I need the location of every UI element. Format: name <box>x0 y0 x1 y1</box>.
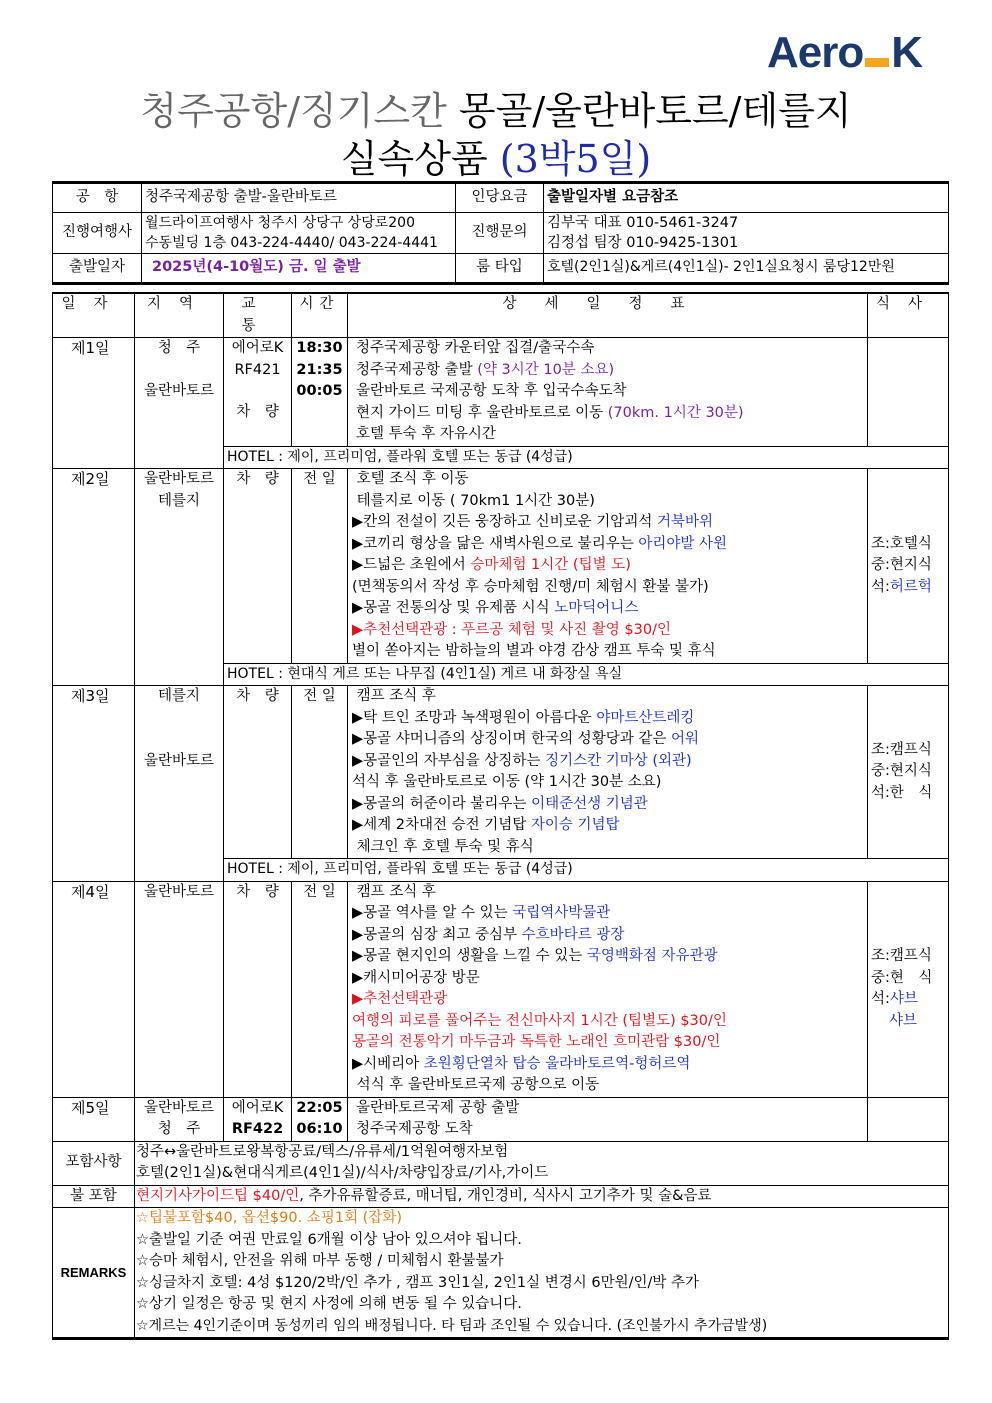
header-transport: 교통 <box>224 293 292 338</box>
header-region: 지역 <box>135 293 224 338</box>
day4-row <box>53 881 949 1097</box>
price-label: 인당요금 <box>456 183 544 213</box>
inquiry-value: 김부국 대표 010-5461-3247 김정섭 팀장 010-9425-1301 <box>544 213 949 254</box>
day3-time: 전 일 <box>292 686 348 859</box>
date-value: 2025년(4-10월도) 금. 일 출발 <box>142 254 456 284</box>
title-line-1: 청주공항/징기스칸 몽골/울란바토르/테를지 <box>140 89 852 133</box>
day3-detail: 캠프 조식 후 ▶탁 트인 조망과 녹색평원이 아름다운 야마트산트레킹 ▶몽골 샤머니즘의 상징이며 한국의 성황당과 같은 어워 ▶몽골인의 자부심을 상징하는 징기스칸 기마상 (외관) 석식 후 울란바토르로 이동 (약 1시간 30분 소요) ▶몽골의 허준이라 불리우는 이태준선생 기념관 ▶세계 2차대전 승전 기념탑 자이승 기념탑 체크인 후 호텔 투숙 및 휴식 <box>348 686 868 859</box>
included-value: 청주↔울란바트로왕복항공료/텍스/유류세/1억원여행자보험 호텔(2인1실)&현대식게르(4인1실)/식사/차량입장료/기사,가이드 <box>135 1141 949 1185</box>
title-line-2: 실속상품 (3박5일) <box>340 137 652 181</box>
remarks-value: ☆팁불포함$40, 옵션$90. 쇼핑1회 (잡화) ☆출발일 기준 여권 만료일 6개월 이상 남아 있으셔야 됩니다. ☆승마 체험시, 안전을 위해 마부 동행 / 미체험시 환불불가 ☆싱글차지 호텔: 4성 $120/2박/인 추가 , 캠프 3인1실, 2인1실 변경시 6만원/인/박 추가 ☆상기 일정은 항공 및 현지 사정에 의해 변동 될 수 있습니다. ☆게르는 4인기준이며 동성끼리 임의 배정됩니다. 타 팀과 조인될 수 있습니다. (조인불가시 추가금발생) <box>135 1208 949 1339</box>
day4-region: 울란바토르 <box>135 881 224 1097</box>
excluded-row <box>53 1185 949 1208</box>
day1-meal <box>868 338 949 447</box>
aerok-logo: Aero K <box>766 28 922 77</box>
day5-time: 22:05 06:10 <box>292 1097 348 1141</box>
schedule-table <box>52 292 949 1340</box>
included-row <box>53 1141 949 1185</box>
day4-meal: 조:캠프식 중:현 식 석:샤브 샤브 <box>868 881 949 1097</box>
schedule-header <box>53 293 949 338</box>
day1-hotel: HOTEL : 제이, 프리미엄, 플라워 호텔 또는 동급 (4성급) <box>224 446 949 469</box>
day5-meal <box>868 1097 949 1141</box>
day2-detail: 호텔 조식 후 이동 테를지로 이동 ( 70km1 1시간 30분) ▶칸의 전설이 깃든 웅장하고 신비로운 기암괴석 거북바위 ▶코끼리 형상을 닮은 새벽사원으로 불리우는 아리야발 사원 ▶드넓은 초원에서 승마체험 1시간 (팁별 도) (면책동의서 작성 후 승마체험 진행/미 체험시 환불 불가) ▶몽골 전통의상 및 유제품 시식 노마딕어니스 ▶추천선택관광 : 푸르공 체험 및 사진 촬영 $30/인 별이 쏟아지는 밤하늘의 별과 야경 감상 캠프 투숙 및 휴식 <box>348 469 868 664</box>
day2-label: 제2일 <box>53 469 135 686</box>
excluded-value: 현지기사가이드팁 $40/인, 추가유류할증료, 매너팁, 개인경비, 식사시 고기추가 및 술&음료 <box>135 1185 949 1208</box>
day5-transport: 에어로K RF422 <box>224 1097 292 1141</box>
agency-label: 진행여행사 <box>53 213 142 254</box>
day2-meal: 조:호텔식 중:현지식 석:허르헉 <box>868 469 949 664</box>
price-value: 출발일자별 요금참조 <box>544 183 949 213</box>
day2-hotel: HOTEL : 현대식 게르 또는 나무집 (4인1실) 게르 내 화장실 욕실 <box>224 663 949 686</box>
day1-row <box>53 338 949 447</box>
day2-transport: 차 량 <box>224 469 292 664</box>
day5-region: 울란바토르 청 주 <box>135 1097 224 1141</box>
day3-transport: 차 량 <box>224 686 292 859</box>
agency-value: 월드라이프여행사 청주시 상당구 상당로200 수동빌딩 1층 043-224-4440/ 043-224-4441 <box>142 213 456 254</box>
day1-detail: 청주국제공항 카운터앞 집결/출국수속 청주국제공항 출발 (약 3시간 10분 소요) 울란바토르 국제공항 도착 후 입국수속도착 현지 가이드 미팅 후 울란바토르로 이동 (70km. 1시간 30분) 호텔 투숙 후 자유시간 <box>348 338 868 447</box>
day3-meal: 조:캠프식 중:현지식 석:한 식 <box>868 686 949 859</box>
day4-transport: 차 량 <box>224 881 292 1097</box>
day3-hotel: HOTEL : 제이, 프리미엄, 플라워 호텔 또는 동급 (4성급) <box>224 859 949 882</box>
day2-time: 전 일 <box>292 469 348 664</box>
remarks-label: REMARKS <box>53 1208 135 1339</box>
day1-region: 청 주 울란바토르 <box>135 338 224 469</box>
day2-region: 울란바토르 테를지 <box>135 469 224 686</box>
day5-row <box>53 1097 949 1141</box>
airport-label: 공 항 <box>53 183 142 213</box>
inquiry-label: 진행문의 <box>456 213 544 254</box>
remarks-row <box>53 1208 949 1339</box>
info-table <box>52 181 949 285</box>
room-value: 호텔(2인1실)&게르(4인1실)- 2인1실요청시 룸당12만원 <box>544 254 949 284</box>
airport-value: 청주국제공항 출발-울란바토르 <box>142 183 456 213</box>
day1-transport: 에어로K RF421 차 량 <box>224 338 292 447</box>
included-label: 포함사항 <box>53 1141 135 1185</box>
day3-label: 제3일 <box>53 686 135 882</box>
room-label: 룸 타입 <box>456 254 544 284</box>
header-day: 일자 <box>53 293 135 338</box>
header-meal: 식사 <box>868 293 949 338</box>
day5-label: 제5일 <box>53 1097 135 1141</box>
day1-label: 제1일 <box>53 338 135 469</box>
header-detail: 상세일정표 <box>348 293 868 338</box>
day4-time: 전 일 <box>292 881 348 1097</box>
day4-label: 제4일 <box>53 881 135 1097</box>
date-label: 출발일자 <box>53 254 142 284</box>
day5-detail: 울란바토르국제 공항 출발 청주국제공항 도착 <box>348 1097 868 1141</box>
day4-detail: 캠프 조식 후 ▶몽골 역사를 알 수 있는 국립역사박물관 ▶몽골의 심장 최고 중심부 수흐바타르 광장 ▶몽골 현지인의 생활을 느낄 수 있는 국영백화점 자유관광 ▶캐시미어공장 방문 ▶추천선택관광 여행의 피로를 풀어주는 전신마사지 1시간 (팁별도) $30/인 몽골의 전통악기 마두금과 독특한 노래인 흐미관람 $30/인 ▶시베리아 초원횡단열차 탑승 울라바토르역-헝허르역 석식 후 울란바토르국제 공항으로 이동 <box>348 881 868 1097</box>
day3-row <box>53 686 949 859</box>
day1-time: 18:30 21:35 00:05 <box>292 338 348 447</box>
day3-region: 테를지 울란바토르 <box>135 686 224 882</box>
header-time: 시간 <box>292 293 348 338</box>
day2-row <box>53 469 949 664</box>
excluded-label: 불 포함 <box>53 1185 135 1208</box>
